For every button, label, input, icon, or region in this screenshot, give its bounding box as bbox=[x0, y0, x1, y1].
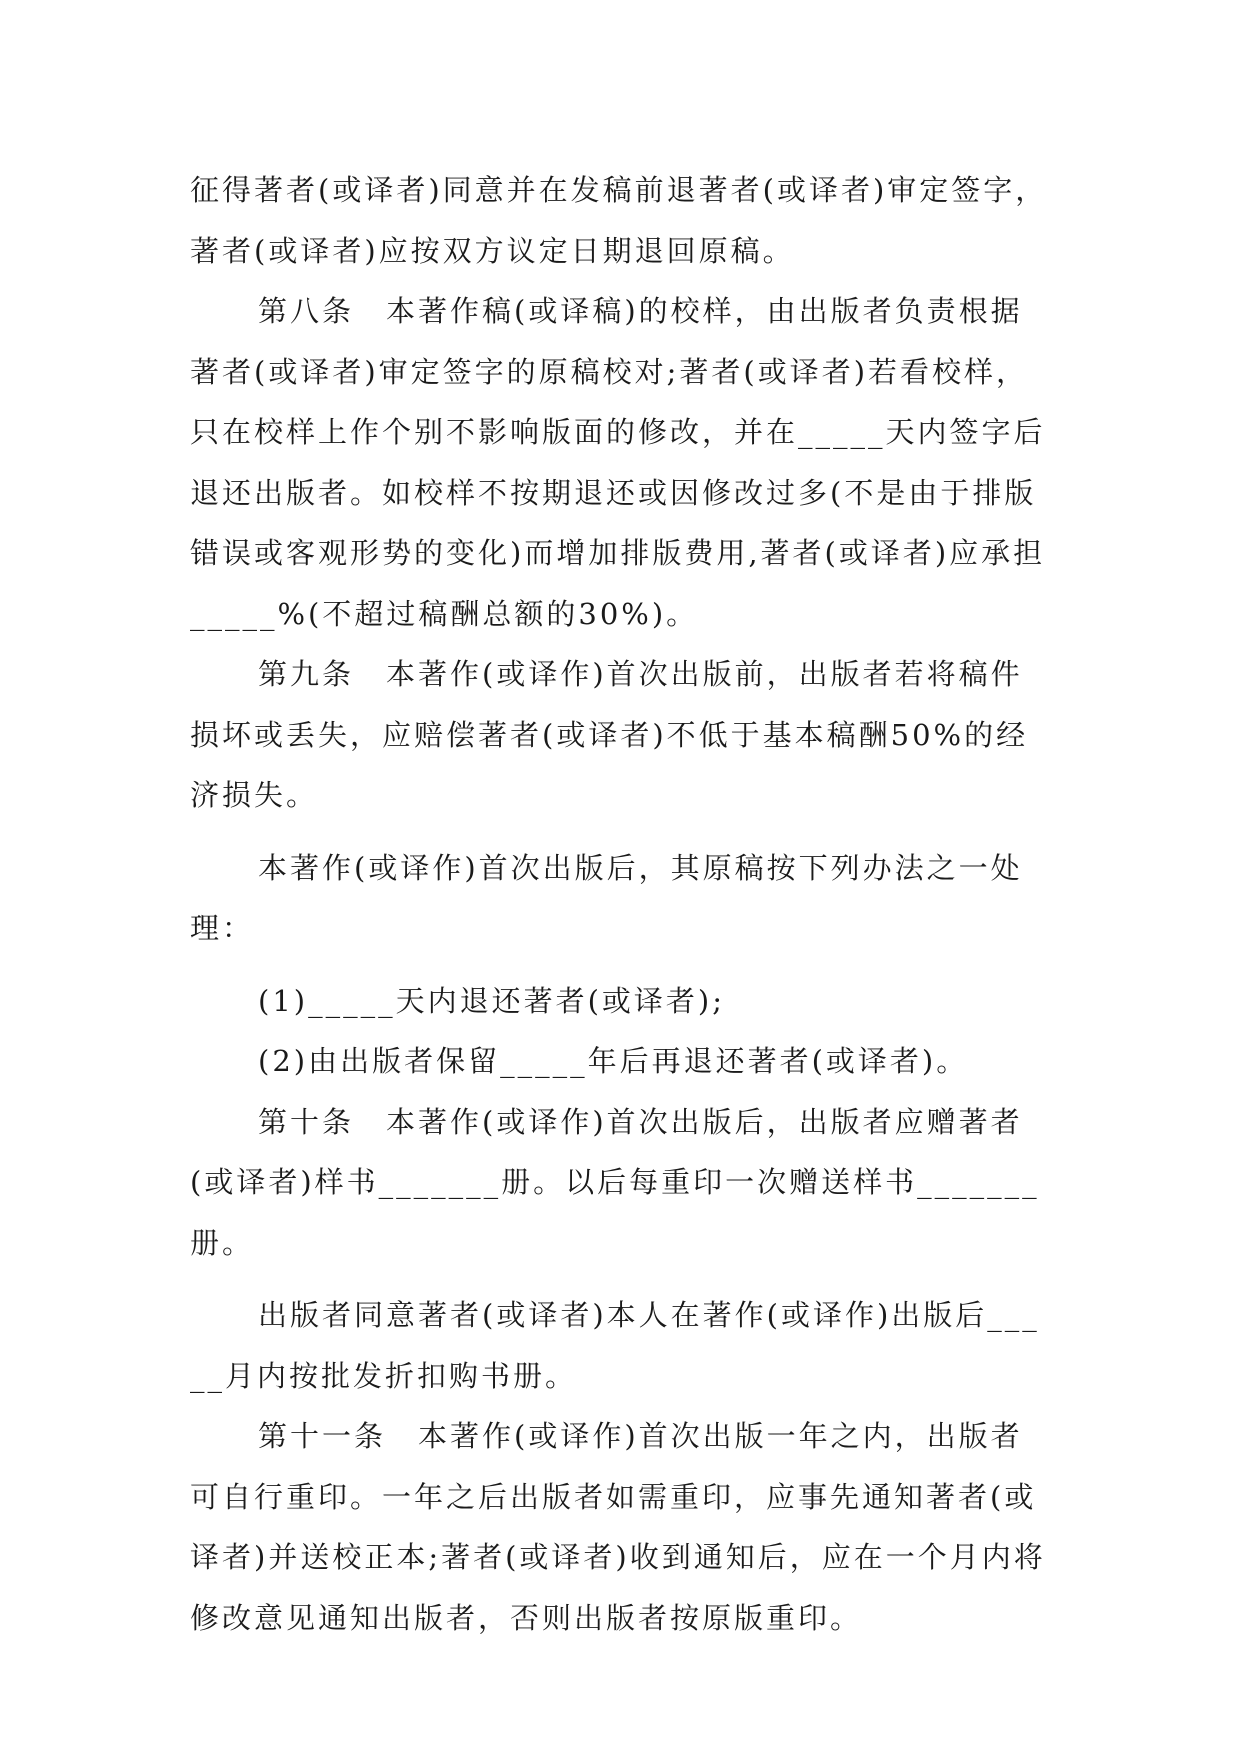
document-body bbox=[190, 160, 1050, 1648]
paragraph-option-2: (2)由出版者保留_____年后再退还著者(或译者)。 bbox=[258, 1044, 969, 1078]
paragraph-article-10: 第十条 本著作(或译作)首次出版后，出版者应赠著者(或译者)样书_______册。以后每重印一次赠送样书_______册。 bbox=[190, 1104, 1040, 1260]
paragraph-article-8: 第八条 本著作稿(或译稿)的校样，由出版者负责根据著者(或译者)审定签字的原稿校对;著者(或译者)若看校样，只在校样上作个别不影响版面的修改，并在_____天内签字后退还出版者。如校样不按期退还或因修改过多(不是由于排版错误或客观形势的变化)而增加排版费用,著者(或译者)应承担_____%(不超过稿酬总额的30%)。 bbox=[190, 294, 1046, 631]
paragraph-continuation: 征得著者(或译者)同意并在发稿前退著者(或译者)审定签字，著者(或译者)应按双方议定日期退回原稿。 bbox=[190, 173, 1048, 268]
paragraph-article-11: 第十一条 本著作(或译作)首次出版一年之内，出版者可自行重印。一年之后出版者如需重印，应事先通知著者(或译者)并送校正本;著者(或译者)收到通知后，应在一个月内将修改意见通知出版者，否则出版者按原版重印。 bbox=[190, 1419, 1046, 1635]
paragraph-article-9: 第九条 本著作(或译作)首次出版前，出版者若将稿件损坏或丢失，应赔偿著者(或译者)不低于基本稿酬50%的经济损失。 bbox=[190, 657, 1029, 812]
paragraph-option-1: (1)_____天内退还著者(或译者); bbox=[258, 983, 725, 1018]
paragraph-manuscript-handling: 本著作(或译作)首次出版后，其原稿按下列办法之一处理： bbox=[190, 850, 1023, 945]
paragraph-author-purchase: 出版者同意著者(或译者)本人在著作(或译作)出版后_____月内按批发折扣购书册。 bbox=[190, 1298, 1040, 1393]
